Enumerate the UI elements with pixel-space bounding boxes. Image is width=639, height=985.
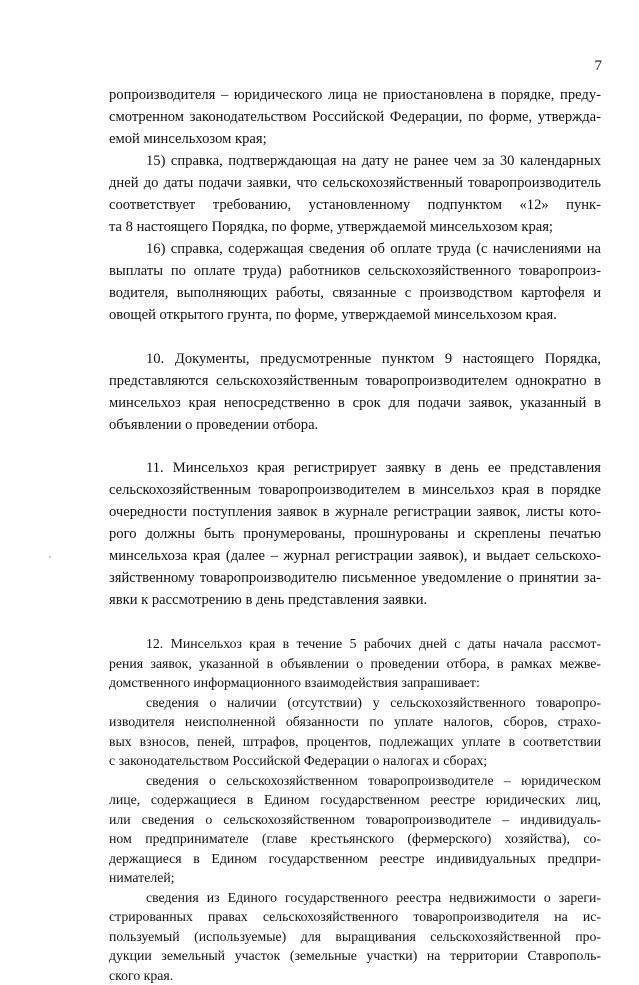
text-line: зяйственному товаропроизводителю письменное уведомление о принятии за-	[109, 570, 601, 586]
text-line: овощей открытого грунта, по форме, утверждаемой минсельхозом края.	[109, 307, 557, 323]
text-line: рения заявок, указанной в объявлении о проведении отбора, в рамках межве-	[109, 655, 601, 671]
text-line: ропроизводителя – юридического лица не приостановлена в порядке, преду-	[109, 87, 601, 103]
text-line: сведения о сельскохозяйственном товаропроизводителе – юридическом	[146, 772, 601, 788]
text-line: домственного информационного взаимодействия запрашивает:	[109, 675, 480, 690]
text-line: вых взносов, пеней, штрафов, процентов, подлежащих уплате в соответствии	[109, 733, 601, 749]
text-line: держащиеся в Едином государственном реестре индивидуальных предпри-	[109, 850, 601, 866]
text-line: стрированных правах сельскохозяйственного товаропроизводителя на ис-	[109, 909, 601, 924]
text-line: лице, содержащиеся в Едином государственном реестре юридических лиц,	[109, 792, 601, 807]
text-line: или сведения о сельскохозяйственном товаропроизводителе – индивидуаль-	[109, 811, 601, 827]
text-line: дукции земельный участок (земельные участки) на территории Ставрополь-	[109, 948, 601, 963]
text-line: та 8 настоящего Порядка, по форме, утверждаемой минсельхозом края;	[109, 219, 553, 235]
page-number: 7	[594, 58, 602, 74]
text-line: 15) справка, подтверждающая на дату не ранее чем за 30 календарных	[146, 153, 601, 169]
text-line: минсельхоз края непосредственно в срок для подачи заявок, указанный в	[109, 395, 601, 411]
text-line: 12. Минсельхоз края в течение 5 рабочих дней с даты начала рассмот-	[146, 636, 601, 651]
scan-speck	[49, 556, 51, 558]
text-line: 11. Минсельхоз края регистрирует заявку в день ее представления	[146, 460, 601, 476]
text-line: емой минсельхозом края;	[109, 131, 267, 147]
text-line: пользуемый (используемые) для выращивания сельскохозяйственной про-	[109, 928, 601, 944]
text-line: объявлении о проведении отбора.	[109, 417, 319, 433]
text-line: ского края.	[109, 967, 174, 983]
text-line: соответствует требованию, установленному подпунктом «12» пунк-	[109, 197, 601, 213]
text-line: представляются сельскохозяйственным товаропроизводителем однократно в	[109, 373, 601, 389]
text-line: ном предпринимателе (главе крестьянского (фермерского) хозяйства), со-	[109, 831, 601, 846]
text-line: водителя, выполняющих работы, связанные с производством картофеля и	[109, 285, 601, 301]
text-line: 16) справка, содержащая сведения об оплате труда (с начислениями на	[146, 241, 601, 257]
text-line: сельскохозяйственным товаропроизводителем в минсельхоз края в порядке	[109, 482, 601, 498]
text-line: минсельхоза края (далее – журнал регистрации заявок), и выдает сельскохо-	[109, 548, 601, 564]
text-line: изводителя неисполненной обязанности по уплате налогов, сборов, страхо-	[109, 714, 601, 729]
text-line: рого должны быть пронумерованы, прошнурованы и скреплены печатью	[109, 526, 601, 542]
text-line: с законодательством Российской Федерации о налогах и сборах;	[109, 753, 488, 768]
text-line: нимателей;	[109, 870, 175, 885]
text-line: явки к рассмотрению в день представления заявки.	[109, 592, 428, 608]
text-line: дней до даты подачи заявки, что сельскохозяйственный товаропроизводитель	[109, 175, 601, 191]
text-line: 10. Документы, предусмотренные пунктом 9 настоящего Порядка,	[146, 351, 601, 367]
text-line: смотренном законодательством Российской Федерации, по форме, утвержда-	[109, 109, 601, 125]
text-line: очередности поступления заявок в журнале регистрации заявок, листы кото-	[109, 504, 601, 520]
text-line: выплаты по оплате труда) работников сельскохозяйственного товаропроиз-	[109, 263, 601, 279]
text-line: сведения о наличии (отсутствии) у сельскохозяйственного товаропро-	[146, 694, 601, 710]
text-line: сведения из Единого государственного реестра недвижимости о зареги-	[146, 889, 601, 905]
